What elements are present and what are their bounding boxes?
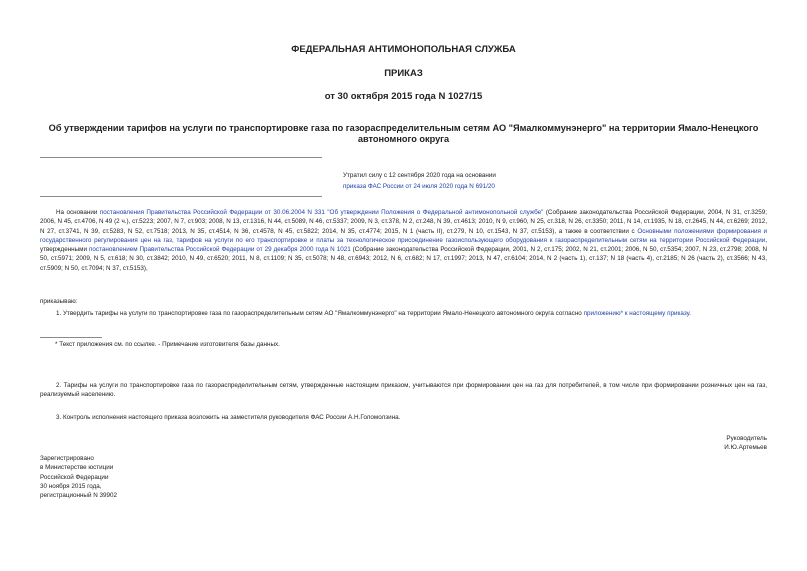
link-appendix[interactable]: приложению* к настоящему приказу <box>583 310 690 317</box>
registration-line-3: Российской Федерации <box>40 473 109 481</box>
validity-note-text: Утратил силу с 12 сентября 2020 года на основании <box>343 172 496 179</box>
registration-line-4: 30 ноября 2015 года, <box>40 482 102 490</box>
footnote-divider <box>40 337 102 338</box>
validity-note-link[interactable]: приказа ФАС России от 24 июля 2020 года N 691/20 <box>343 183 495 190</box>
link-resolution-331[interactable]: постановления Правительства Российской Федерации от 30.06.2004 N 331 "Об утверждении Положения о Федеральной антимонопольной службе" <box>99 209 544 216</box>
signature-block <box>567 434 767 453</box>
link-basic-provisions[interactable]: Основными положениями формирования и государственного регулирования цен на газ, тарифов на услуги по его транспортировке и платы за технологическое присоединение газоиспользующего оборудования к газораспределительным сетям на территории Российской Федерации <box>40 227 767 244</box>
preamble-citations-1: (Собрание законодательства Российской Федерации, 2004, N 31, ст.3259; 2006, N 45, ст.4706, N 49 (2 ч.), ст.5223; 2007, N 7, ст.903; 2008, N 13, ст.1316, N 44, ст.5089, N 46, ст.5337; 2009, N 3, ст.378, N 2, ст.248, N 39, ст.4613; 2010, N 9, ст.960, N 25, ст.318, N 26, ст.3350; 2011, N 14, ст.1935, N 18, ст.2645, N 44, ст.6269; 2012, N 27, ст.3741, N 39, ст.5283, N 52, ст.7518; 2013, N 35, ст.4514, N 36, ст.4578, N 45, ст.5822; 2014, N 35, ст.4774; 2015, N 1 (часть II), ст.279, N 10, ст.1543, N 37, ст.5153), а также в соответствии с <box>40 209 767 235</box>
item-1-text: 1. Утвердить тарифы на услуги по транспортировке газа по газораспределительным сетям АО "Ямалкоммунэнерго" на территории Ямало-Ненецкого автономного округа согласно <box>56 310 584 317</box>
item-1 <box>40 309 767 318</box>
item-3: 3. Контроль исполнения настоящего приказа возложить на заместителя руководителя ФАС России А.Н.Голомолзина. <box>56 414 401 421</box>
registration-line-1: Зарегистрировано <box>40 455 94 462</box>
preamble-citations-2: (Собрание законодательства Российской Федерации, 2001, N 2, ст.175; 2002, N 21, ст.2001; 2006, N 50, ст.5354; 2007, N 23, ст.2798; 2008, N 50, ст.5971; 2009, N 5, ст.618; N 30, ст.3842; 2010, N 49, ст.6520; 2011, N 8, ст.1109; N 35, ст.5078; N 48, ст.6943; 2012, N 6, ст.682; N 17, ст.1997; 2013, N 47, ст.6104; 2014, N 2 (часть 1), ст.137; N 18 (часть 4), ст.2185; N 26 (часть 2), ст.3566; N 43, ст.5909; N 50, ст.7094; N 37, ст.5153), <box>40 246 767 272</box>
note-divider <box>40 196 322 197</box>
signature-role: Руководитель <box>726 435 767 442</box>
preamble-lead: На основании <box>56 209 100 216</box>
validity-note <box>343 170 496 192</box>
item-1-end: . <box>689 310 691 317</box>
preamble-paragraph <box>40 208 767 273</box>
document-title: Об утверждении тарифов на услуги по транспортировке газа по газораспределительным сетям АО "Ямалкоммунэнерго" на территории Ямало-Ненецкого автономного округа <box>48 123 759 144</box>
footnote: * Текст приложения см. по ссылке. - Примечание изготовителя базы данных. <box>55 341 280 348</box>
agency-heading: ФЕДЕРАЛЬНАЯ АНТИМОНОПОЛЬНАЯ СЛУЖБА <box>291 44 516 55</box>
signature-name: И.Ю.Артемьев <box>724 444 767 452</box>
registration-line-5: регистрационный N 39902 <box>40 492 118 500</box>
preamble-connector: , утвержденными <box>40 236 767 254</box>
title-divider <box>40 157 322 158</box>
order-word: приказываю: <box>40 298 78 305</box>
registration-block <box>40 454 117 500</box>
item-2: 2. Тарифы на услуги по транспортировке газа по газораспределительным сетям, утвержденные настоящим приказом, учитываются при формировании цен на газ для потребителей, в том числе при формировании розничных цен на газ, реализуемый населению. <box>40 382 767 399</box>
date-number-heading: от 30 октября 2015 года N 1027/15 <box>324 91 483 102</box>
doc-type-heading: ПРИКАЗ <box>384 68 423 79</box>
registration-line-2: в Министерстве юстиции <box>40 464 114 472</box>
link-resolution-1021[interactable]: постановлением Правительства Российской Федерации от 29 декабря 2000 года N 1021 <box>89 246 351 254</box>
